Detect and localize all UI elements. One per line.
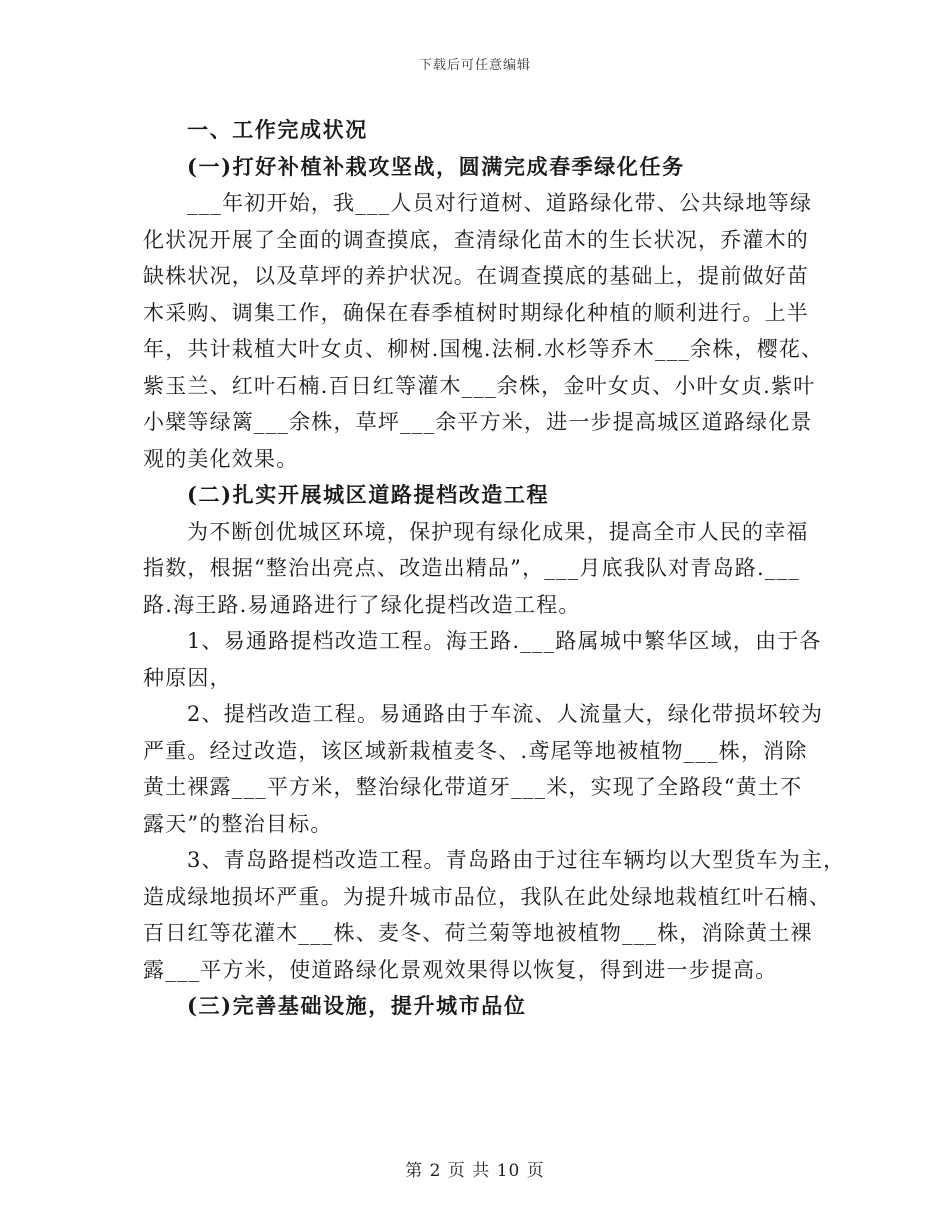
paragraph-line: 黄土裸露___平方米，整治绿化带道牙___米，实现了全路段“黄土不 (143, 775, 803, 799)
paragraph-line: 路.海王路.易通路进行了绿化提档改造工程。 (143, 592, 581, 617)
header-note: 下载后可任意编辑 (418, 58, 531, 73)
page-footer: 第 2 页 共 10 页 (405, 1161, 545, 1181)
paragraph-line: 露天”的整治目标。 (143, 811, 333, 836)
paragraph-line: 小檗等绿篱___余株，草坪___余平方米，进一步提高城区道路绿化景 (143, 410, 813, 434)
paragraph-line: 木采购、调集工作，确保在春季植树时期绿化种植的顺利进行。上半 (143, 300, 809, 325)
paragraph-line: 种原因， (143, 665, 232, 690)
paragraph-line: 严重。经过改造，该区域新栽植麦冬、.鸢尾等地被植物___株，消除 (143, 738, 808, 763)
paragraph-line: 紫玉兰、红叶石楠.百日红等灌木___余株，金叶女贞、小叶女贞.紫叶 (143, 373, 816, 398)
paragraph-line: 年，共计栽植大叶女贞、柳树.国槐.法桐.水杉等乔木___余株，樱花、 (143, 337, 824, 361)
paragraph-line: 1、易通路提档改造工程。海王路.___路属城中繁华区域，由于各 (187, 629, 822, 653)
paragraph-line: 造成绿地损坏严重。为提升城市品位，我队在此处绿地栽植红叶石楠、 (143, 884, 832, 909)
subsection-3-heading: (三)完善基础设施，提升城市品位 (187, 993, 527, 1018)
paragraph-line: 百日红等花灌木___株、麦冬、荷兰菊等地被植物___株，消除黄土裸 (143, 921, 813, 945)
subsection-1-heading: (一)打好补植补栽攻坚战，圆满完成春季绿化任务 (187, 153, 685, 179)
paragraph-line: ___年初开始，我___人员对行道树、道路绿化带、公共绿地等绿 (187, 191, 813, 215)
paragraph-line: 指数，根据“整治出亮点、改造出精品”，___月底我队对青岛路.___ (143, 556, 800, 580)
document-body (143, 112, 846, 1025)
subsection-2-heading: (二)扎实开展城区道路提档改造工程 (187, 482, 550, 507)
paragraph-line: 2、提档改造工程。易通路由于车流、人流量大，绿化带损坏较为 (187, 702, 824, 726)
paragraph-line: 3、青岛路提档改造工程。青岛路由于过往车辆均以大型货车为主， (187, 848, 846, 872)
paragraph-line: 为不断创优城区环境，保护现有绿化成果，提高全市人民的幸福 (187, 519, 809, 544)
section-title: 一、工作完成状况 (187, 117, 368, 142)
paragraph-line: 露___平方米，使道路绿化景观效果得以恢复，得到进一步提高。 (143, 957, 778, 982)
paragraph-line: 化状况开展了全面的调查摸底，查清绿化苗木的生长状况，乔灌木的 (143, 227, 809, 252)
paragraph-line: 观的美化效果。 (143, 446, 299, 471)
paragraph-line: 缺株状况，以及草坪的养护状况。在调查摸底的基础上，提前做好苗 (143, 264, 809, 288)
